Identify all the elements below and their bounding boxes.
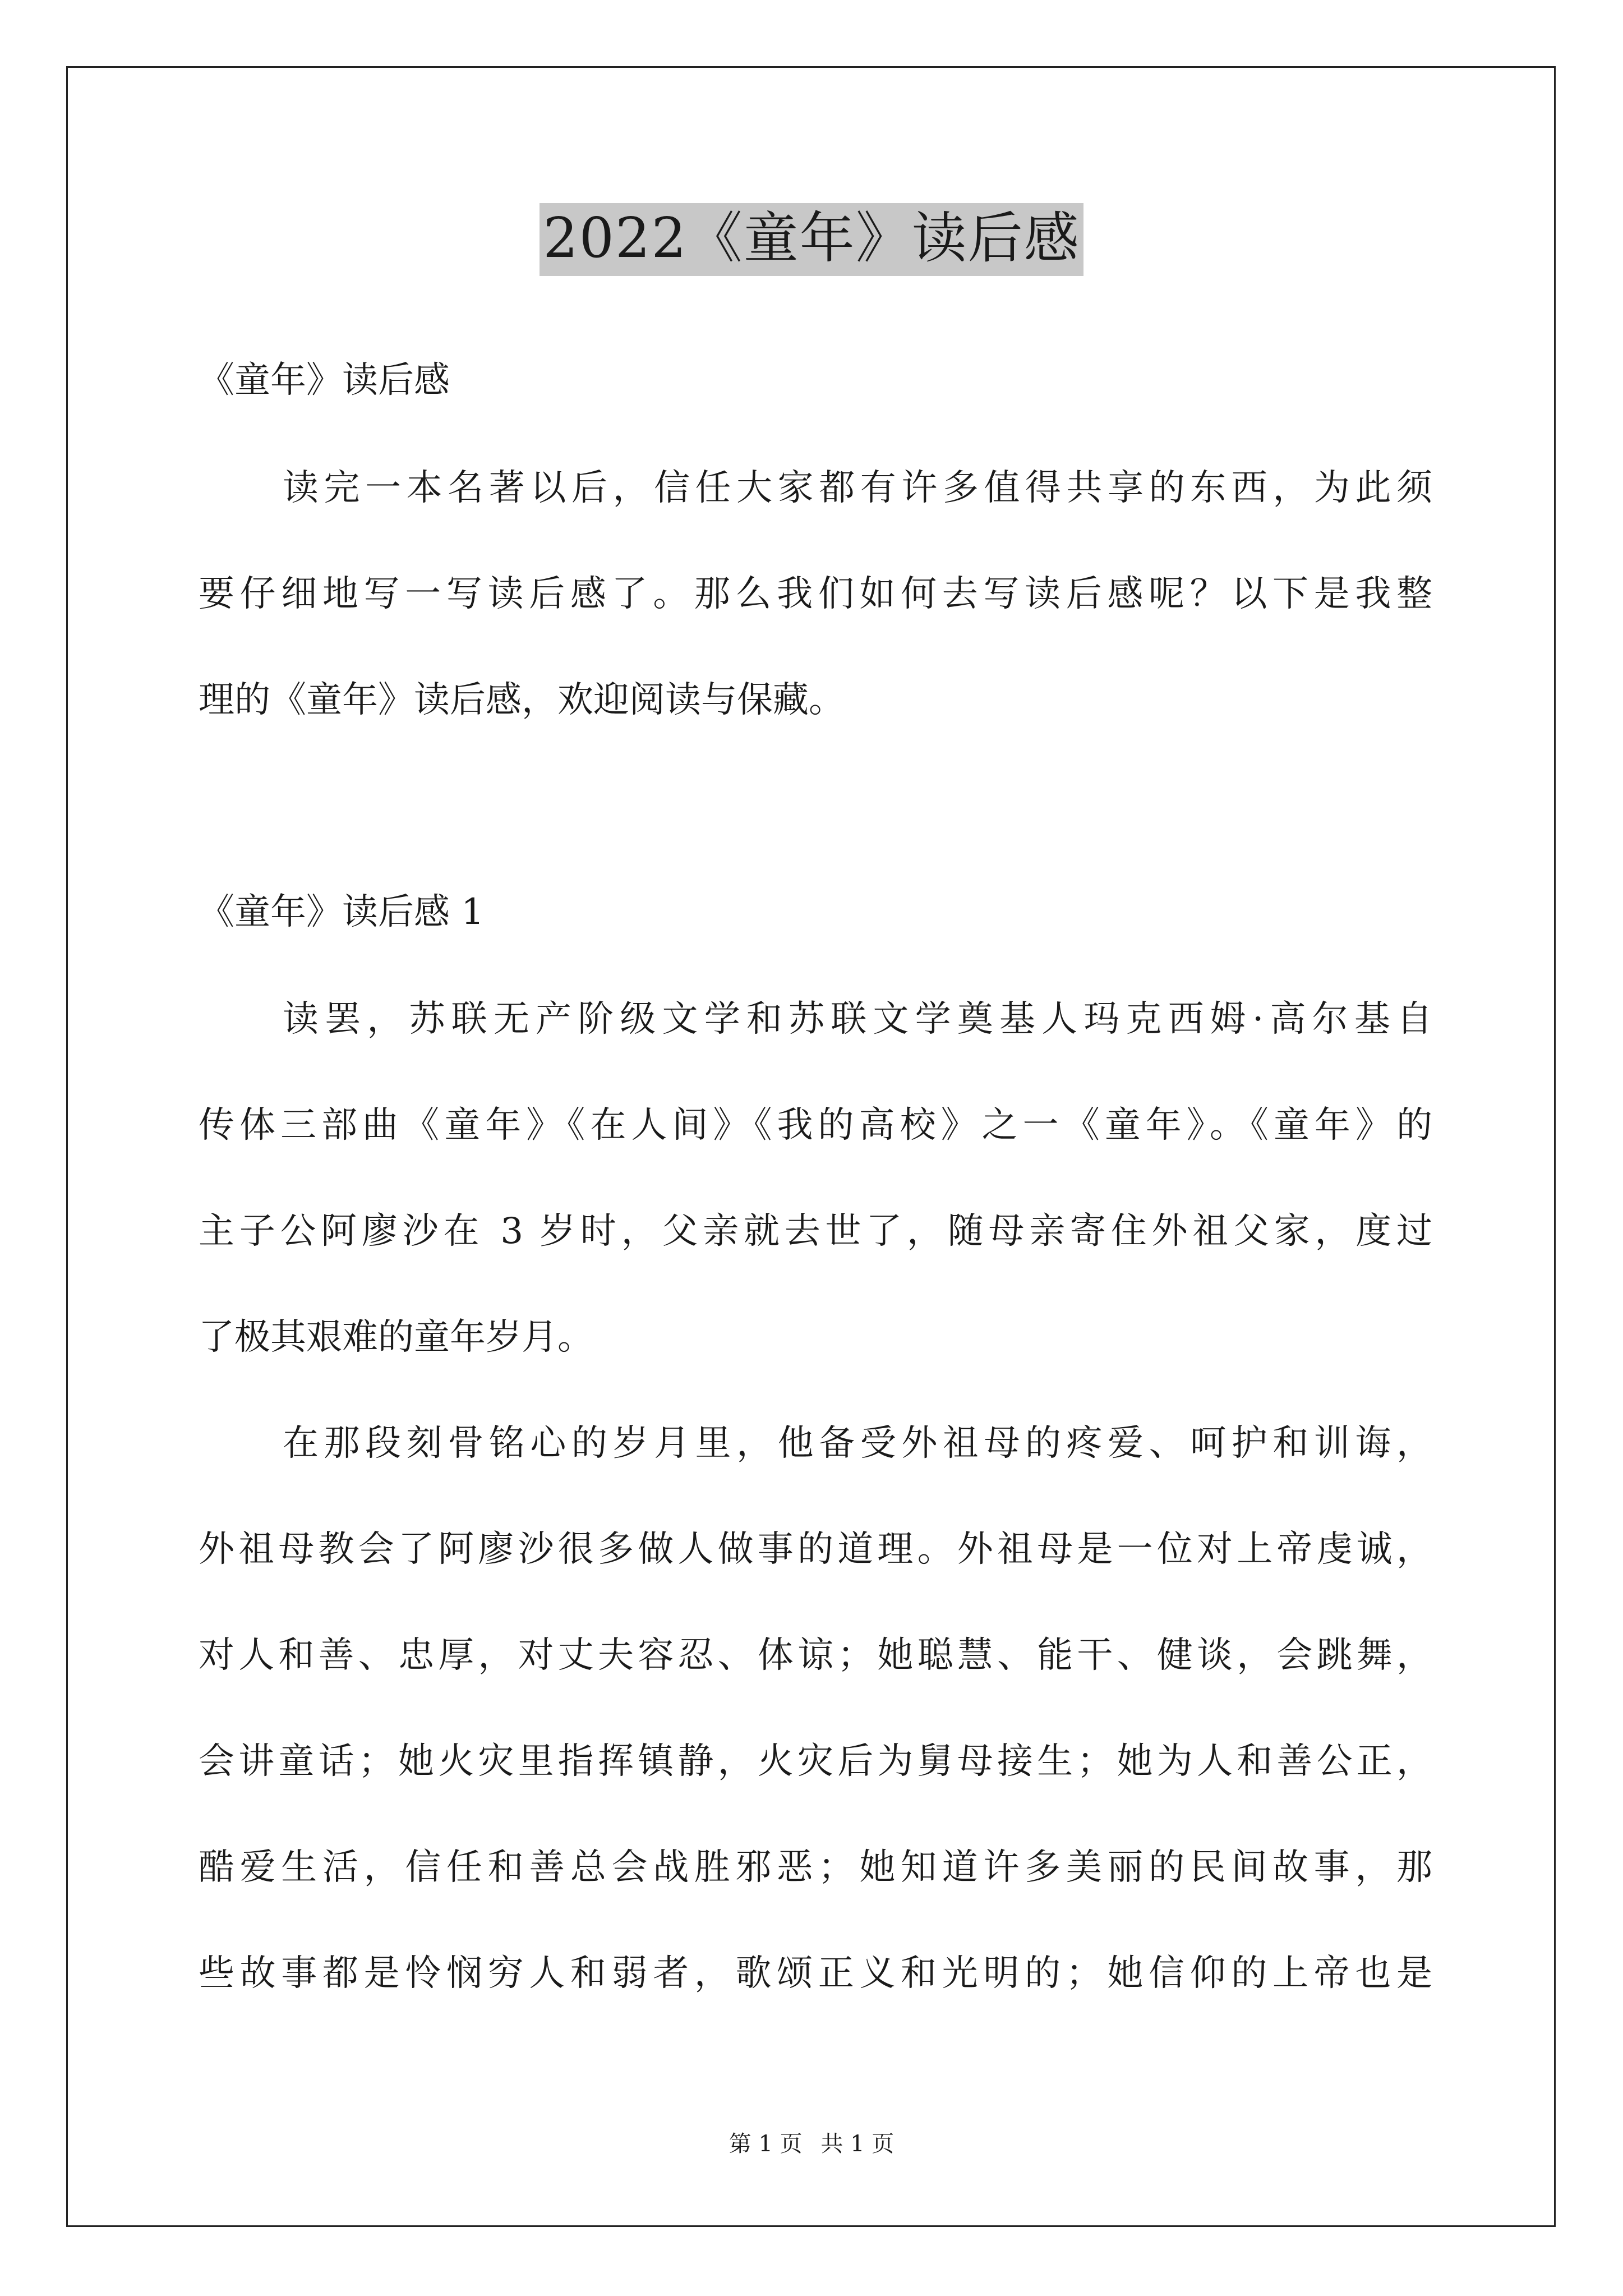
document-heading: 《童年》读后感 (199, 360, 450, 401)
intro-line: 读完一本名著以后，信任大家都有许多值得共享的东西，为此须 (283, 467, 1432, 509)
paragraph-line: 酷爱生活，信任和善总会战胜邪恶；她知道许多美丽的民间故事，那 (199, 1847, 1432, 1888)
section-heading: 《童年》读后感 1 (199, 891, 485, 933)
paragraph-line: 对人和善、忠厚，对丈夫容忍、体谅；她聪慧、能干、健谈，会跳舞， (199, 1635, 1432, 1676)
page-total: 共 1 页 (820, 2131, 895, 2157)
paragraph-line: 传体三部曲《童年》《在人间》《我的高校》之一《童年》。《童年》的 (199, 1105, 1432, 1146)
paragraph-line: 主子公阿廖沙在 3 岁时，父亲就去世了，随母亲寄住外祖父家，度过 (199, 1211, 1432, 1252)
paragraph-line: 些故事都是怜悯穷人和弱者，歌颂正义和光明的；她信仰的上帝也是 (199, 1953, 1432, 1994)
page-footer (0, 2133, 1623, 2155)
document-title: 2022《童年》读后感 (540, 203, 1083, 276)
intro-line: 理的《童年》读后感，欢迎阅读与保藏。 (199, 679, 845, 721)
intro-line: 要仔细地写一写读后感了。那么我们如何去写读后感呢？以下是我整 (199, 573, 1432, 615)
paragraph-line: 了极其艰难的童年岁月。 (199, 1317, 593, 1358)
page-number: 第 1 页 (728, 2131, 803, 2157)
paragraph-line: 在那段刻骨铭心的岁月里，他备受外祖母的疼爱、呵护和训诲， (283, 1423, 1432, 1464)
title-container (0, 203, 1623, 276)
paragraph-line: 读罢，苏联无产阶级文学和苏联文学奠基人玛克西姆·高尔基自 (283, 999, 1432, 1040)
paragraph-line: 外祖母教会了阿廖沙很多做人做事的道理。外祖母是一位对上帝虔诚， (199, 1529, 1432, 1570)
paragraph-line: 会讲童话；她火灾里指挥镇静，火灾后为舅母接生；她为人和善公正， (199, 1741, 1432, 1782)
